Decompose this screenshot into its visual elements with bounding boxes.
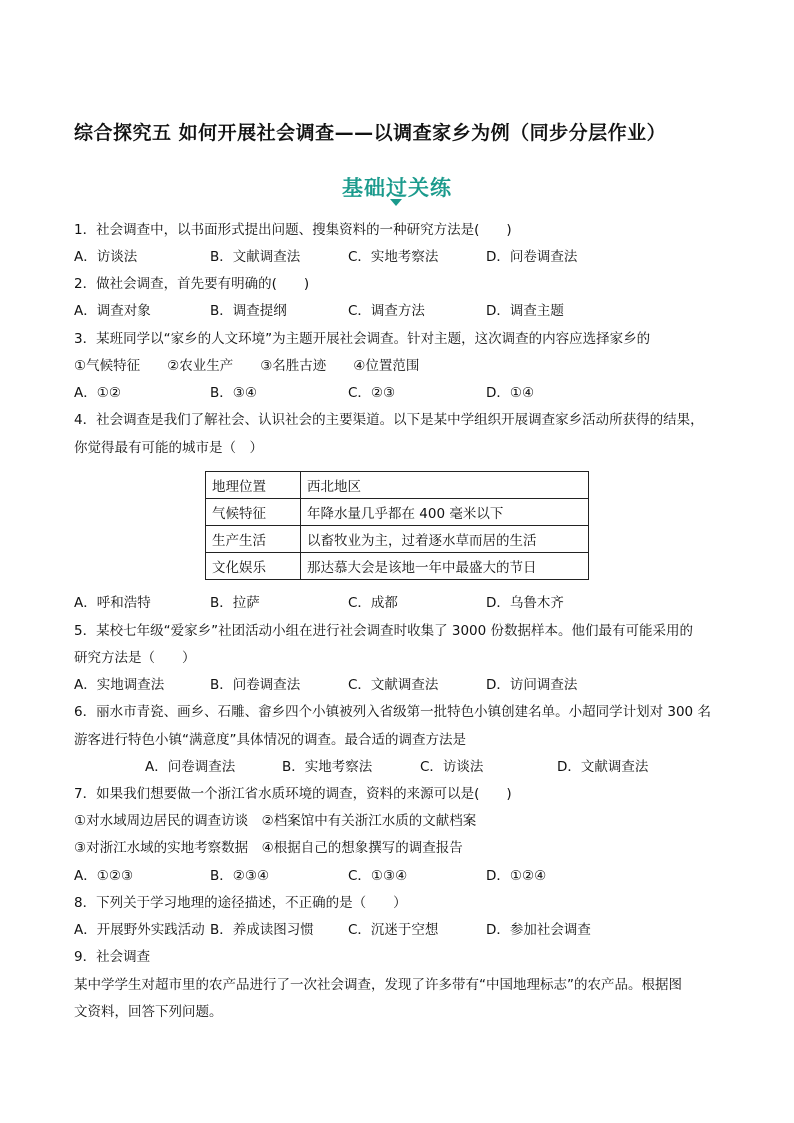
q5-stem-line1: 5．某校七年级“爱家乡”社团活动小组在进行社会调查时收集了 3000 份数据样本。他们最有可能采用的 xyxy=(74,623,694,639)
table-key: 气候特征 xyxy=(206,499,301,526)
q7-items-line1: ①对水域周边居民的调查访谈 ②档案馆中有关浙江水质的文献档案 xyxy=(74,813,477,829)
table-row xyxy=(206,553,589,580)
q3-option-a: A．①② xyxy=(74,385,121,401)
q1-option-a: A．访谈法 xyxy=(74,249,138,265)
q2-option-d: D．调查主题 xyxy=(486,303,564,319)
q3-option-c: C．②③ xyxy=(348,385,396,401)
q4-info-table xyxy=(205,471,589,580)
q2-option-c: C．调查方法 xyxy=(348,303,425,319)
q2-option-b: B．调查提纲 xyxy=(210,303,287,319)
q4-option-c: C．成都 xyxy=(348,595,398,611)
q9-stem: 9．社会调查 xyxy=(74,949,151,965)
q1-option-c: C．实地考察法 xyxy=(348,249,439,265)
table-row xyxy=(206,526,589,553)
q4-option-a: A．呼和浩特 xyxy=(74,595,151,611)
q6-stem-line2: 游客进行特色小镇“满意度”具体情况的调查。最合适的调查方法是 xyxy=(74,732,466,748)
table-value: 那达慕大会是该地一年中最盛大的节日 xyxy=(301,553,589,580)
table-value: 西北地区 xyxy=(301,472,589,499)
q4-option-d: D．乌鲁木齐 xyxy=(486,595,564,611)
q7-items-line2: ③对浙江水域的实地考察数据 ④根据自己的想象撰写的调查报告 xyxy=(74,840,463,856)
q7-stem: 7．如果我们想要做一个浙江省水质环境的调查，资料的来源可以是( ) xyxy=(74,786,512,802)
q5-option-a: A．实地调查法 xyxy=(74,677,165,693)
q6-option-d: D．文献调查法 xyxy=(557,759,649,775)
q8-option-d: D．参加社会调查 xyxy=(486,922,591,938)
q8-stem: 8．下列关于学习地理的途径描述，不正确的是（ ） xyxy=(74,895,407,911)
q6-stem-line1: 6．丽水市青瓷、画乡、石雕、畲乡四个小镇被列入省级第一批特色小镇创建名单。小超同学计划对 300 名 xyxy=(74,704,711,720)
section-heading: 基础过关练 xyxy=(342,176,452,200)
q9-paragraph-line1: 某中学学生对超市里的农产品进行了一次社会调查，发现了许多带有“中国地理标志”的农产品。根据图 xyxy=(74,977,682,993)
q6-option-b: B．实地考察法 xyxy=(282,759,373,775)
q5-option-b: B．问卷调查法 xyxy=(210,677,301,693)
triangle-down-icon xyxy=(390,199,402,206)
q4-option-b: B．拉萨 xyxy=(210,595,260,611)
q6-option-c: C．访谈法 xyxy=(420,759,484,775)
q5-option-d: D．访问调查法 xyxy=(486,677,578,693)
table-row xyxy=(206,472,589,499)
page-title: 综合探究五 如何开展社会调查——以调查家乡为例（同步分层作业） xyxy=(74,122,667,144)
q3-stem: 3．某班同学以“家乡的人文环境”为主题开展社会调查。针对主题，这次调查的内容应选择家乡的 xyxy=(74,331,651,347)
q5-stem-line2: 研究方法是（ ） xyxy=(74,650,196,666)
table-key: 文化娱乐 xyxy=(206,553,301,580)
q1-option-d: D．问卷调查法 xyxy=(486,249,578,265)
table-row xyxy=(206,499,589,526)
q2-option-a: A．调查对象 xyxy=(74,303,151,319)
q7-option-c: C．①③④ xyxy=(348,868,408,884)
table-value: 年降水量几乎都在 400 毫米以下 xyxy=(301,499,589,526)
table-key: 地理位置 xyxy=(206,472,301,499)
q8-option-b: B．养成读图习惯 xyxy=(210,922,314,938)
q9-paragraph-line2: 文资料，回答下列问题。 xyxy=(74,1004,223,1020)
q4-stem-line2: 你觉得最有可能的城市是（ ） xyxy=(74,440,263,456)
q1-stem: 1．社会调查中，以书面形式提出问题、搜集资料的一种研究方法是( ) xyxy=(74,222,512,238)
q5-option-c: C．文献调查法 xyxy=(348,677,439,693)
q7-option-a: A．①②③ xyxy=(74,868,134,884)
q8-option-a: A．开展野外实践活动 xyxy=(74,922,205,938)
q8-option-c: C．沉迷于空想 xyxy=(348,922,439,938)
q4-stem-line1: 4．社会调查是我们了解社会、认识社会的主要渠道。以下是某中学组织开展调查家乡活动所获得的结果， xyxy=(74,412,704,428)
q1-option-b: B．文献调查法 xyxy=(210,249,301,265)
table-key: 生产生活 xyxy=(206,526,301,553)
q7-option-b: B．②③④ xyxy=(210,868,270,884)
q3-option-b: B．③④ xyxy=(210,385,257,401)
q3-items: ①气候特征 ②农业生产 ③名胜古迹 ④位置范围 xyxy=(74,358,420,374)
q2-stem: 2．做社会调查，首先要有明确的( ) xyxy=(74,276,310,292)
q3-option-d: D．①④ xyxy=(486,385,535,401)
q7-option-d: D．①②④ xyxy=(486,868,547,884)
table-value: 以畜牧业为主，过着逐水草而居的生活 xyxy=(301,526,589,553)
q6-option-a: A．问卷调查法 xyxy=(145,759,236,775)
